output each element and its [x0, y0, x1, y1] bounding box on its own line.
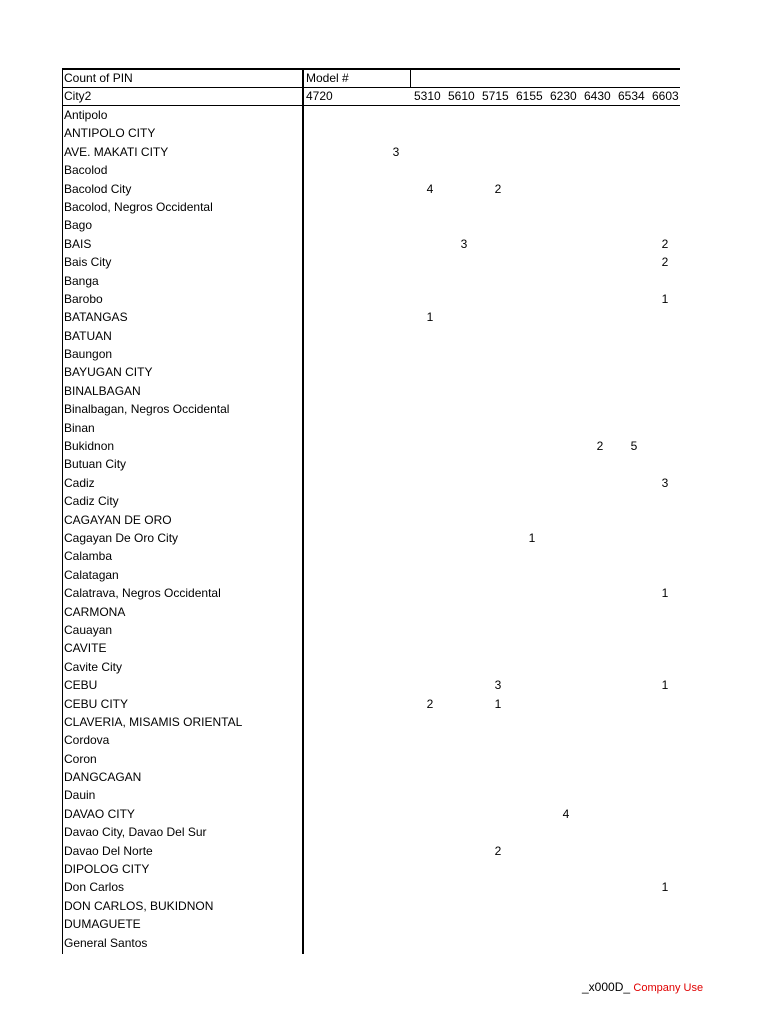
footer-code: _x000D_: [582, 980, 631, 994]
city-cell[interactable]: BAYUGAN CITY: [64, 365, 153, 380]
city-cell[interactable]: Cagayan De Oro City: [64, 530, 179, 545]
city-cell[interactable]: Calamba: [64, 549, 113, 564]
model-header-5715[interactable]: 5715: [482, 89, 509, 103]
table-row: [62, 455, 680, 473]
city-cell[interactable]: Cadiz City: [64, 494, 119, 509]
value-cell-6534[interactable]: 5: [630, 439, 638, 454]
table-row: [62, 639, 680, 657]
table-row: [62, 216, 680, 234]
table-row: [62, 308, 680, 326]
city-cell[interactable]: DAVAO CITY: [64, 806, 135, 821]
table-row: [62, 161, 680, 179]
city-cell[interactable]: Cauayan: [64, 622, 113, 637]
value-cell-5310[interactable]: 1: [426, 310, 434, 325]
table-row: [62, 786, 680, 804]
city-cell[interactable]: BINALBAGAN: [64, 383, 141, 398]
value-cell-6155[interactable]: 1: [528, 530, 536, 545]
table-row: [62, 584, 680, 602]
model-header-6430[interactable]: 6430: [584, 89, 611, 103]
city-cell[interactable]: DIPOLOG CITY: [64, 862, 150, 877]
city-cell[interactable]: Binalbagan, Negros Occidental: [64, 402, 230, 417]
city-cell[interactable]: Bacolod, Negros Occidental: [64, 199, 213, 214]
city-cell[interactable]: Davao City, Davao Del Sur: [64, 825, 207, 840]
city-cell[interactable]: Binan: [64, 420, 95, 435]
table-row: [62, 768, 680, 786]
city-cell[interactable]: Bais City: [64, 255, 112, 270]
table-row: [62, 345, 680, 363]
model-header-6155[interactable]: 6155: [516, 89, 543, 103]
row-field-label[interactable]: City2: [64, 89, 92, 103]
city-cell[interactable]: Davao Del Norte: [64, 843, 153, 858]
model-header-6230[interactable]: 6230: [550, 89, 577, 103]
table-row: [62, 143, 680, 161]
model-header-divider: [410, 70, 411, 87]
value-cell-6603[interactable]: 2: [661, 236, 669, 251]
value-cell-6603[interactable]: 1: [661, 678, 669, 693]
city-cell[interactable]: Bago: [64, 218, 93, 233]
table-row: [62, 621, 680, 639]
header-row-2: [62, 88, 680, 106]
table-row: [62, 603, 680, 621]
value-cell-4720[interactable]: 3: [392, 144, 400, 159]
city-cell[interactable]: Bacolod: [64, 163, 108, 178]
model-header-6603[interactable]: 6603: [652, 89, 679, 103]
city-cell[interactable]: Bacolod City: [64, 181, 132, 196]
city-cell[interactable]: CEBU: [64, 678, 98, 693]
table-row: [62, 731, 680, 749]
model-header-5310[interactable]: 5310: [414, 89, 441, 103]
city-cell[interactable]: Bukidnon: [64, 439, 115, 454]
table-row: [62, 382, 680, 400]
table-row: [62, 897, 680, 915]
city-cell[interactable]: BAIS: [64, 236, 92, 251]
value-field-label[interactable]: Count of PIN: [64, 71, 133, 85]
table-row: [62, 529, 680, 547]
value-cell-5310[interactable]: 4: [426, 181, 434, 196]
table-row: [62, 750, 680, 768]
table-row: [62, 842, 680, 860]
column-field-label[interactable]: Model #: [306, 71, 349, 85]
city-cell[interactable]: CEBU CITY: [64, 696, 129, 711]
table-row: [62, 437, 680, 455]
value-cell-6603[interactable]: 1: [661, 586, 669, 601]
city-cell[interactable]: CLAVERIA, MISAMIS ORIENTAL: [64, 714, 243, 729]
table-row: [62, 547, 680, 565]
table-row: [62, 878, 680, 896]
city-cell[interactable]: Baungon: [64, 347, 113, 362]
table-row: [62, 180, 680, 198]
table-row: [62, 419, 680, 437]
footer: [582, 980, 703, 994]
model-header-5610[interactable]: 5610: [448, 89, 475, 103]
city-cell[interactable]: BATUAN: [64, 328, 112, 343]
table-row: [62, 676, 680, 694]
value-cell-6603[interactable]: 1: [661, 291, 669, 306]
value-cell-5715[interactable]: 2: [494, 181, 502, 196]
table-row: [62, 492, 680, 510]
value-cell-6603[interactable]: 1: [661, 880, 669, 895]
value-cell-6230[interactable]: 4: [562, 806, 570, 821]
value-cell-5715[interactable]: 3: [494, 678, 502, 693]
table-row: [62, 363, 680, 381]
value-cell-5715[interactable]: 2: [494, 843, 502, 858]
table-row: [62, 474, 680, 492]
city-cell[interactable]: BATANGAS: [64, 310, 128, 325]
city-cell[interactable]: AVE. MAKATI CITY: [64, 144, 169, 159]
model-header-4720[interactable]: 4720: [306, 89, 333, 103]
city-cell[interactable]: Calatagan: [64, 567, 119, 582]
data-rows: [62, 106, 680, 952]
city-cell[interactable]: Banga: [64, 273, 99, 288]
city-cell[interactable]: DANGCAGAN: [64, 770, 142, 785]
table-row: [62, 658, 680, 676]
value-cell-6603[interactable]: 3: [661, 475, 669, 490]
table-row: [62, 860, 680, 878]
pivot-table: [62, 68, 680, 954]
city-cell[interactable]: DON CARLOS, BUKIDNON: [64, 898, 214, 913]
value-cell-5610[interactable]: 3: [460, 236, 468, 251]
city-cell[interactable]: Dauin: [64, 788, 96, 803]
city-cell[interactable]: CAGAYAN DE ORO: [64, 512, 172, 527]
table-row: [62, 566, 680, 584]
city-cell[interactable]: CARMONA: [64, 604, 126, 619]
city-cell[interactable]: Calatrava, Negros Occidental: [64, 586, 221, 601]
table-row: [62, 823, 680, 841]
city-cell[interactable]: Don Carlos: [64, 880, 125, 895]
city-cell[interactable]: CAVITE: [64, 641, 107, 656]
city-cell[interactable]: General Santos: [64, 935, 148, 950]
header-row-1: [62, 70, 680, 88]
value-cell-5310[interactable]: 2: [426, 696, 434, 711]
city-cell[interactable]: Barobo: [64, 291, 103, 306]
table-row: [62, 695, 680, 713]
company-use-label: Company Use: [633, 982, 704, 994]
table-row: [62, 235, 680, 253]
model-header-6534[interactable]: 6534: [618, 89, 645, 103]
city-cell[interactable]: Coron: [64, 751, 97, 766]
table-row: [62, 272, 680, 290]
value-cell-5715[interactable]: 1: [494, 696, 502, 711]
city-cell[interactable]: ANTIPOLO CITY: [64, 126, 156, 141]
table-row: [62, 253, 680, 271]
city-cell[interactable]: Butuan City: [64, 457, 127, 472]
table-row: [62, 106, 680, 124]
table-row: [62, 805, 680, 823]
city-cell[interactable]: Cadiz: [64, 475, 95, 490]
value-cell-6603[interactable]: 2: [661, 255, 669, 270]
table-row: [62, 290, 680, 308]
table-row: [62, 713, 680, 731]
city-cell[interactable]: Cordova: [64, 733, 110, 748]
table-row: [62, 198, 680, 216]
table-row: [62, 400, 680, 418]
table-row: [62, 511, 680, 529]
table-row: [62, 327, 680, 345]
city-cell[interactable]: DUMAGUETE: [64, 917, 141, 932]
table-row: [62, 934, 680, 952]
table-row: [62, 915, 680, 933]
city-cell[interactable]: Antipolo: [64, 108, 108, 122]
city-cell[interactable]: Cavite City: [64, 659, 123, 674]
value-cell-6430[interactable]: 2: [596, 439, 604, 454]
table-row: [62, 124, 680, 142]
